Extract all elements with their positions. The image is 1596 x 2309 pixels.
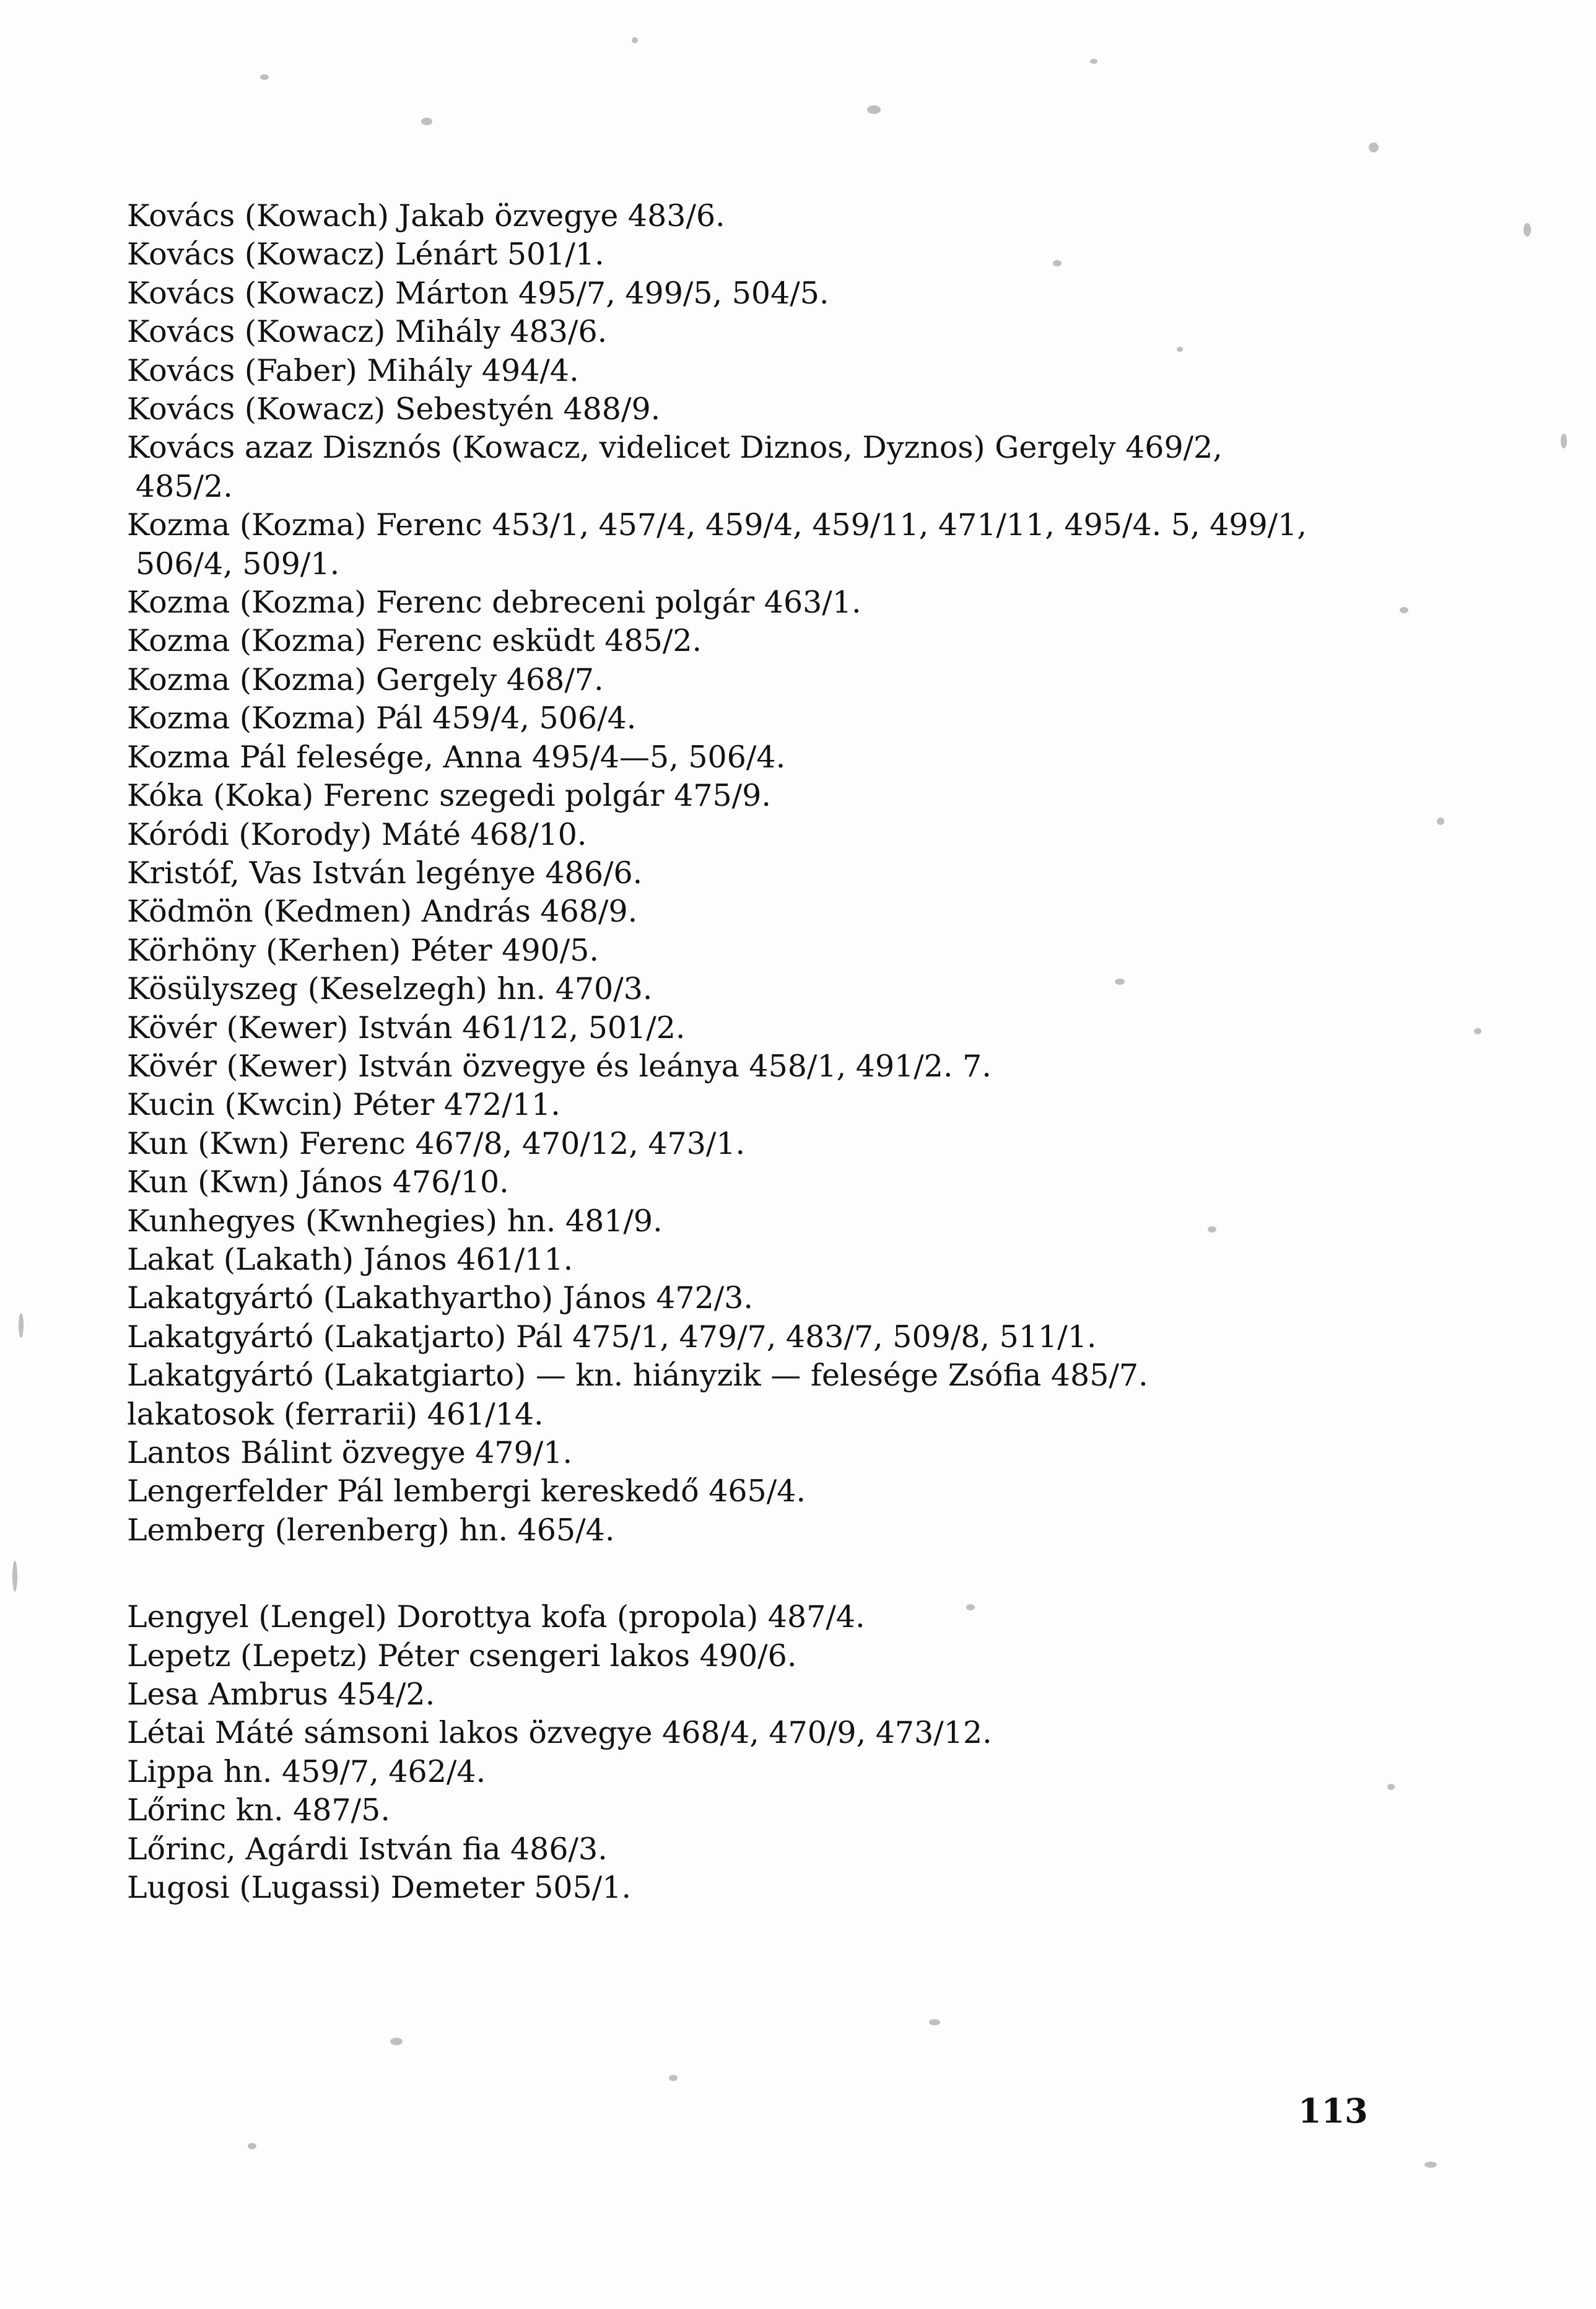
speck (632, 37, 638, 43)
index-entry: Kovács (Kowach) Jakab özvegye 483/6. (127, 198, 725, 234)
index-entry: Kövér (Kewer) István özvegye és leánya 458/1, 491/2. 7. (127, 1048, 992, 1084)
index-entry: Kozma (Kozma) Gergely 468/7. (127, 661, 604, 697)
speck (421, 118, 432, 125)
index-entry: Lesa Ambrus 454/2. (127, 1677, 435, 1713)
index-entry: Lepetz (Lepetz) Péter csengeri lakos 490/6. (127, 1638, 797, 1674)
page-number: 113 (1298, 2091, 1368, 2131)
index-entry: Lengyel (Lengel) Dorottya kofa (propola) 487/4. (127, 1599, 865, 1635)
index-entry: Kozma Pál felesége, Anna 495/4—5, 506/4. (127, 739, 786, 775)
index-entry: lakatosok (ferrarii) 461/14. (127, 1396, 544, 1432)
index-entry: Kozma (Kozma) Pál 459/4, 506/4. (127, 701, 637, 736)
speck (929, 2019, 940, 2025)
index-entry-continuation: 506/4, 509/1. (136, 546, 340, 582)
speck (669, 2075, 678, 2081)
index-entry: Kovács (Kowacz) Lénárt 501/1. (127, 237, 604, 273)
speck (260, 74, 269, 80)
index-entry: Kovács (Kowacz) Márton 495/7, 499/5, 504/5. (127, 275, 829, 311)
speck (1424, 2162, 1437, 2168)
speck (390, 2038, 403, 2045)
index-entry: Kozma (Kozma) Ferenc debreceni polgár 463/1. (127, 585, 861, 621)
index-entry: Kóródi (Korody) Máté 468/10. (127, 816, 587, 852)
index-entry: Kunhegyes (Kwnhegies) hn. 481/9. (127, 1203, 663, 1239)
speck (248, 2143, 256, 2149)
index-entry: Kovács (Kowacz) Sebestyén 488/9. (127, 391, 661, 427)
index-entry: Kristóf, Vas István legénye 486/6. (127, 855, 643, 891)
speck (1524, 223, 1531, 237)
index-entry: Lippa hn. 459/7, 462/4. (127, 1753, 486, 1789)
index-entry: Kun (Kwn) Ferenc 467/8, 470/12, 473/1. (127, 1125, 746, 1161)
index-entry: Lakatgyártó (Lakathyartho) János 472/3. (127, 1280, 754, 1316)
index-entry: Lőrinc, Agárdi István fia 486/3. (127, 1831, 608, 1867)
speck (1090, 59, 1097, 64)
index-entry: Kösülyszeg (Keselzegh) hn. 470/3. (127, 971, 653, 1007)
index-entry: Kun (Kwn) János 476/10. (127, 1164, 509, 1200)
index-entry: Kozma (Kozma) Ferenc 453/1, 457/4, 459/4, 459/11, 471/11, 495/4. 5, 499/1, (127, 507, 1307, 543)
index-list (127, 197, 1452, 1907)
index-entry: Kovács (Faber) Mihály 494/4. (127, 352, 579, 388)
index-entry: Ködmön (Kedmen) András 468/9. (127, 894, 638, 930)
index-entry: Kucin (Kwcin) Péter 472/11. (127, 1087, 560, 1123)
index-entry-continuation: 485/2. (136, 468, 233, 504)
index-entry: Lemberg (lerenberg) hn. 465/4. (127, 1512, 615, 1548)
index-entry: Lugosi (Lugassi) Demeter 505/1. (127, 1870, 632, 1906)
index-entry: Létai Máté sámsoni lakos özvegye 468/4, 470/9, 473/12. (127, 1715, 992, 1751)
index-entry: Lengerfelder Pál lembergi kereskedő 465/4. (127, 1473, 806, 1509)
speck (12, 1561, 17, 1592)
index-entry: Körhöny (Kerhen) Péter 490/5. (127, 932, 599, 968)
index-entry: Lakatgyártó (Lakatgiarto) — kn. hiányzik — felesége Zsófia 485/7. (127, 1358, 1148, 1394)
speck (1369, 142, 1379, 152)
speck (1474, 1028, 1481, 1034)
index-entry: Lakat (Lakath) János 461/11. (127, 1241, 573, 1277)
speck (1561, 434, 1567, 448)
speck (19, 1313, 24, 1338)
speck (867, 105, 881, 114)
index-entry: Lantos Bálint özvegye 479/1. (127, 1435, 573, 1470)
index-entry: Kövér (Kewer) István 461/12, 501/2. (127, 1010, 686, 1045)
index-entry: Lakatgyártó (Lakatjarto) Pál 475/1, 479/7, 483/7, 509/8, 511/1. (127, 1319, 1097, 1355)
index-entry: Kozma (Kozma) Ferenc esküdt 485/2. (127, 623, 702, 659)
index-entry: Lőrinc kn. 487/5. (127, 1792, 390, 1828)
index-entry: Kóka (Koka) Ferenc szegedi polgár 475/9. (127, 778, 771, 814)
index-entry: Kovács (Kowacz) Mihály 483/6. (127, 314, 608, 350)
index-entry: Kovács azaz Disznós (Kowacz, videlicet Diznos, Dyznos) Gergely 469/2, (127, 430, 1223, 466)
